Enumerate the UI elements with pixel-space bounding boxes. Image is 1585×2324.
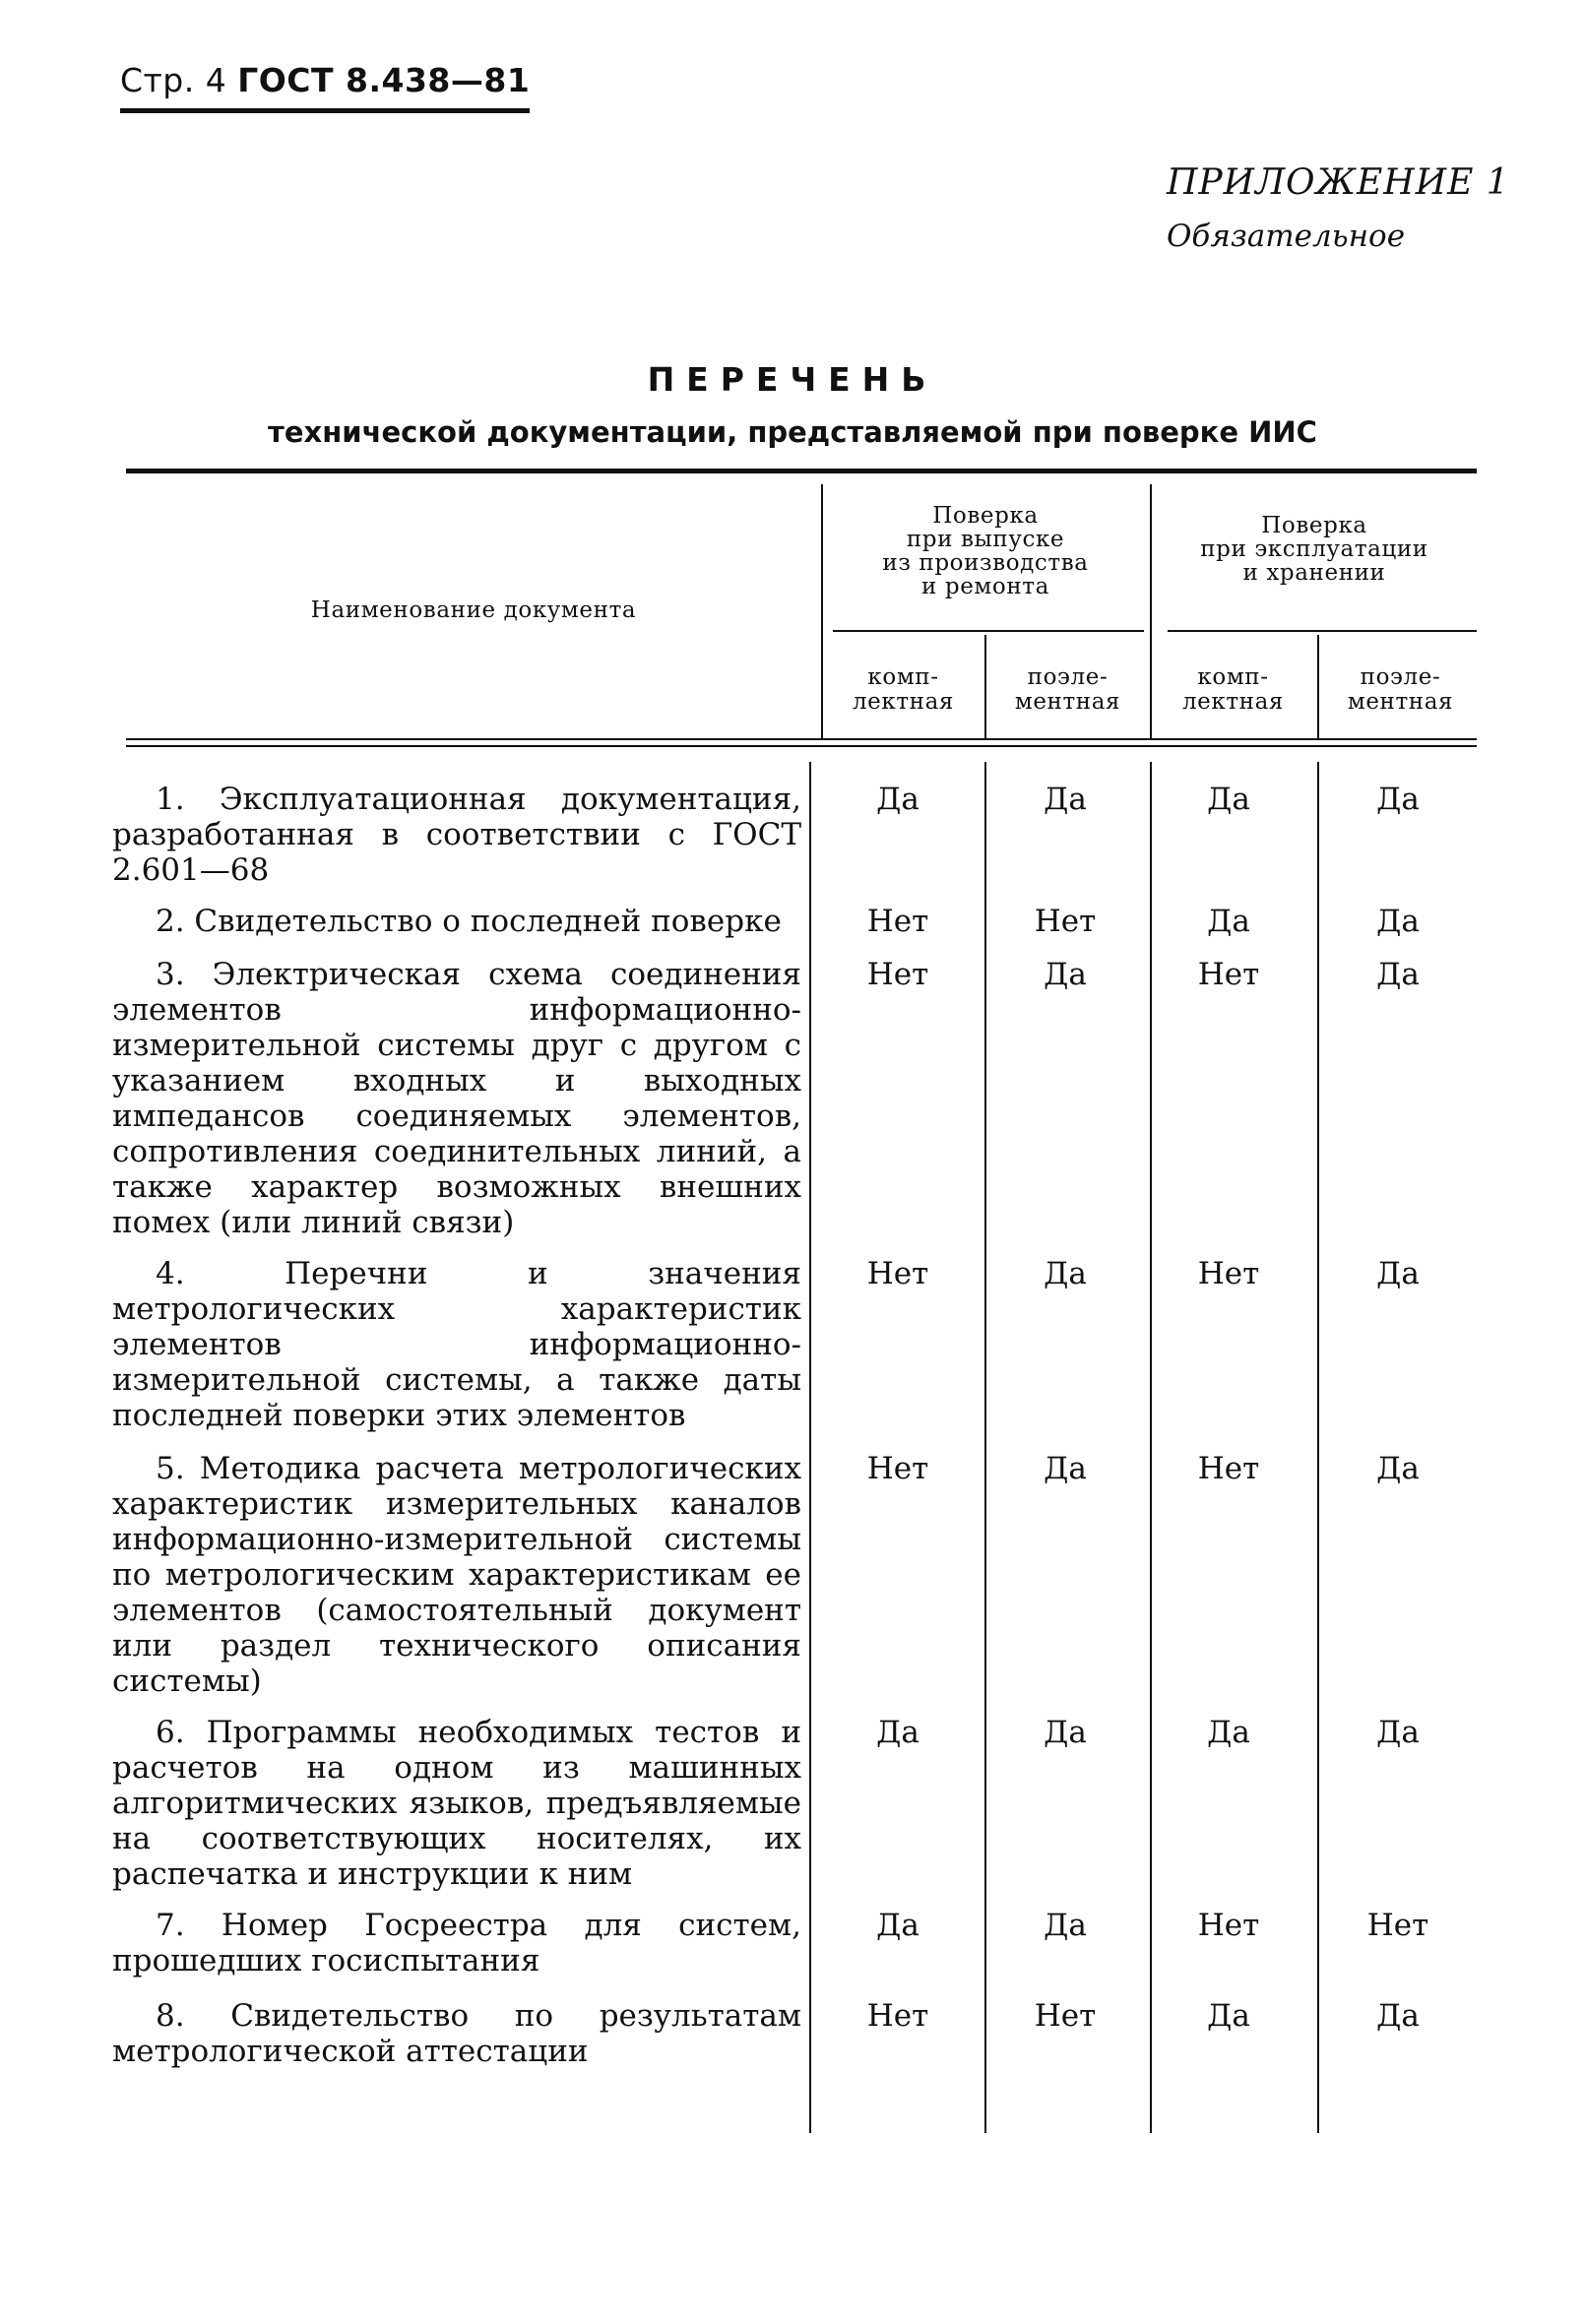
table-row-name: 7. Номер Госреестра для систем, прошедших госиспытания [112, 1908, 801, 1979]
list-title: ПЕРЕЧЕНЬ [647, 360, 938, 399]
table-header-rule-double [126, 745, 1477, 747]
table-cell: Да [1376, 1451, 1420, 1486]
column-group-operation [1152, 514, 1477, 585]
table-cell: Да [1376, 1256, 1420, 1291]
running-head [120, 61, 530, 99]
page-label: Стр. 4 [120, 61, 227, 99]
table-row-name: 6. Программы необходимых тестов и расчетов на одном из машинных алгоритмических языков, предъявляемые на соответствующих носителях, их распечатка и инструкции к ним [112, 1715, 801, 1892]
group-operation-line: Поверка [1261, 513, 1367, 538]
table-cell: Да [1376, 1715, 1420, 1750]
group-release-line: из производства [882, 550, 1089, 576]
table-cell: Да [1207, 904, 1250, 939]
subheader-line: поэле- [1027, 664, 1109, 690]
group-release-line: и ремонта [921, 574, 1049, 599]
group-operation-line: при эксплуатации [1200, 536, 1428, 562]
table-cell: Да [1044, 957, 1087, 992]
table-group1-rule [833, 630, 1144, 632]
subheader-line: комп- [1197, 664, 1269, 690]
table-cell: Да [1207, 782, 1250, 817]
table-cell: Да [1376, 782, 1420, 817]
table-row-name: 3. Электрическая схема соединения элементов информационно-измерительной системы друг с другом с указанием входных и выходных импедансов соединяемых элементов, сопротивления соединительных линий, а также характер возможных внешних помех (или линий связи) [112, 957, 801, 1240]
table-cell: Да [1376, 904, 1420, 939]
column-header-name: Наименование документа [310, 597, 637, 623]
table-cell: Нет [1034, 904, 1097, 939]
subheader-line: лектная [1181, 689, 1285, 715]
group-release-line: Поверка [932, 503, 1039, 529]
table-cell: Да [1044, 782, 1087, 817]
table-top-rule [126, 469, 1477, 473]
table-row-name: 1. Эксплуатационная документация, разработанная в соответствии с ГОСТ 2.601—68 [112, 782, 801, 888]
subheader-line: ментная [1014, 689, 1121, 715]
table-row-name: 5. Методика расчета метрологических характеристик измерительных каналов информационно-измерительной системы по метрологическим характеристикам ее элементов (самостоятельный документ или раздел технического описания системы) [112, 1451, 801, 1699]
table-row-name: 4. Перечни и значения метрологических характеристик элементов информационно-измерительной системы, а также даты последней поверки этих элементов [112, 1256, 801, 1433]
table-cell: Да [876, 1908, 919, 1943]
table-cell: Да [1044, 1715, 1087, 1750]
table-body-divider-name [809, 762, 811, 2133]
running-head-rule [120, 108, 530, 113]
subheader-line: поэле- [1360, 664, 1441, 690]
table-cell: Да [1376, 957, 1420, 992]
table-row-name: 8. Свидетельство по результатам метрологической аттестации [112, 1998, 801, 2069]
group-operation-line: и хранении [1242, 560, 1386, 586]
table-cell: Нет [866, 957, 929, 992]
subheader-line: комп- [867, 664, 939, 690]
table-cell: Нет [866, 1998, 929, 2034]
group-release-line: при выпуске [906, 527, 1065, 552]
table-cell: Нет [866, 1451, 929, 1486]
subheader-line: лектная [852, 689, 955, 715]
table-cell: Да [1207, 1998, 1250, 2034]
table-cell: Да [1044, 1451, 1087, 1486]
table-cell: Да [1376, 1998, 1420, 2034]
appendix-status: Обязательное [1167, 219, 1406, 254]
table-cell: Да [876, 782, 919, 817]
table-row-name: 2. Свидетельство о последней поверке [156, 904, 782, 939]
standard-number: ГОСТ 8.438—81 [237, 61, 531, 99]
table-cell: Да [876, 1715, 919, 1750]
list-subtitle: технической документации, представляемой при поверке ИИС [268, 415, 1317, 449]
table-cell: Нет [1197, 1451, 1260, 1486]
appendix-title: ПРИЛОЖЕНИЕ 1 [1167, 162, 1510, 203]
table-cell: Нет [866, 1256, 929, 1291]
subheader-element-2 [1319, 665, 1482, 715]
table-cell: Нет [1197, 1256, 1260, 1291]
table-cell: Да [1207, 1715, 1250, 1750]
subheader-complete-2 [1152, 665, 1314, 715]
table-cell: Да [1044, 1908, 1087, 1943]
table-cell: Нет [1197, 957, 1260, 992]
table-cell: Да [1044, 1256, 1087, 1291]
table-cell: Нет [1034, 1998, 1097, 2034]
table-cell: Нет [1366, 1908, 1429, 1943]
column-group-release [823, 504, 1148, 598]
subheader-line: ментная [1347, 689, 1454, 715]
subheader-complete-1 [822, 665, 984, 715]
table-cell: Нет [1197, 1908, 1260, 1943]
subheader-element-1 [986, 665, 1149, 715]
table-cell: Нет [866, 904, 929, 939]
table-group2-rule [1168, 630, 1477, 632]
table-header-rule [126, 738, 1477, 740]
